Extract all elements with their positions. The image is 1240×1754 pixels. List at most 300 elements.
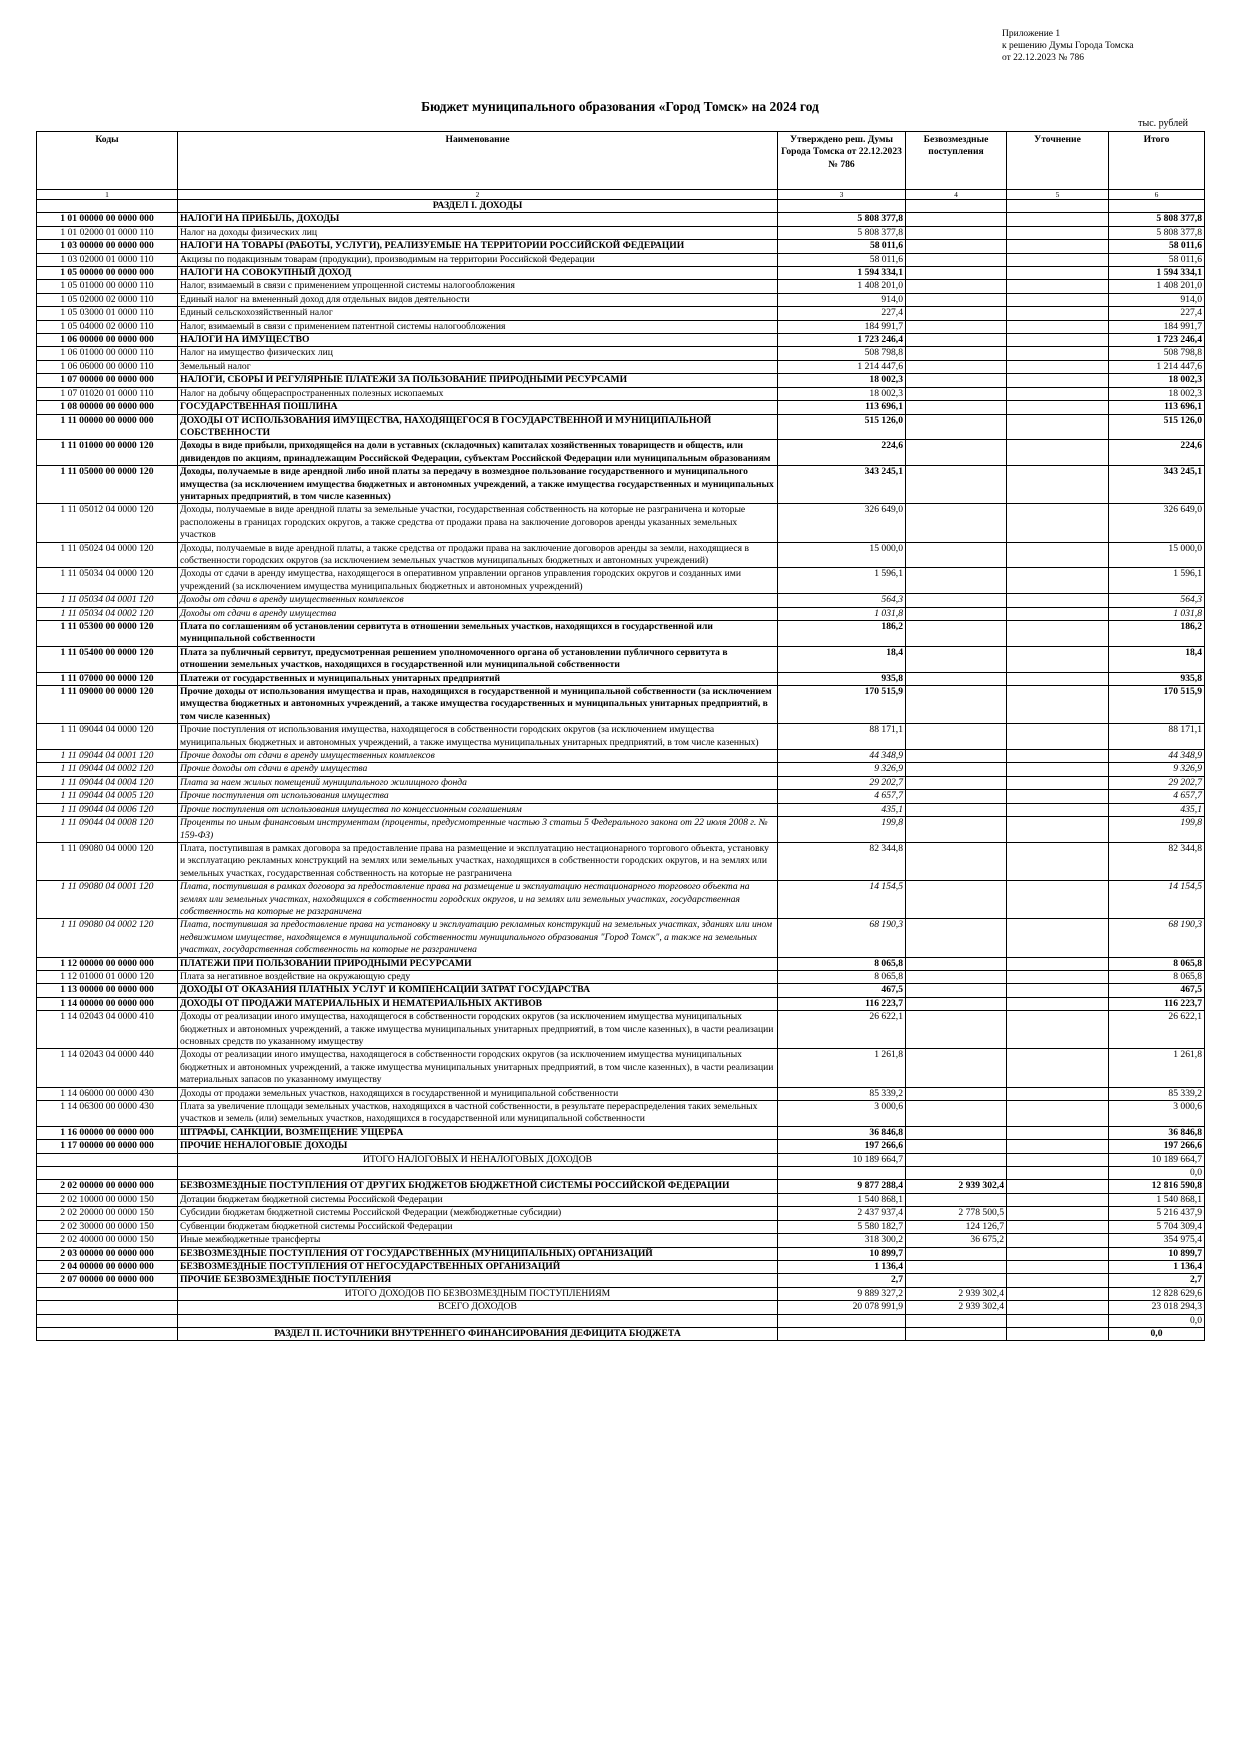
row-total: 354 975,4	[1109, 1234, 1205, 1247]
row-grants	[906, 842, 1007, 880]
row-name: Доходы в виде прибыли, приходящейся на доли в уставных (складочных) капиталах хозяйственных товариществ и обществ, или дивидендов по акциям, принадлежащим Российской Федерации, субъектам Российской Федерации или муниципальным образованиям	[178, 440, 778, 466]
row-name: Единый сельскохозяйственный налог	[178, 307, 778, 320]
row-code: 1 05 04000 02 0000 110	[37, 320, 178, 333]
row-total: 58 011,6	[1109, 240, 1205, 253]
col-header-grants: Безвозмездные поступления	[906, 132, 1007, 190]
row-code: 1 11 05034 04 0001 120	[37, 594, 178, 607]
table-row	[37, 790, 1205, 803]
table-row	[37, 1234, 1205, 1247]
row-approved: 9 326,9	[778, 763, 906, 776]
row-approved: 184 991,7	[778, 320, 906, 333]
row-total: 18 002,3	[1109, 387, 1205, 400]
row-grants	[906, 334, 1007, 347]
row-code: 1 14 00000 00 0000 000	[37, 997, 178, 1010]
row-total: 435,1	[1109, 803, 1205, 816]
row-code	[37, 1153, 178, 1166]
table-row	[37, 1180, 1205, 1193]
row-approved	[778, 1314, 906, 1327]
row-grants	[906, 360, 1007, 373]
row-grants	[906, 347, 1007, 360]
row-grants: 2 939 302,4	[906, 1301, 1007, 1314]
row-total: 3 000,6	[1109, 1101, 1205, 1127]
row-approved: 515 126,0	[778, 414, 906, 440]
row-name: Налог на добычу общераспространенных полезных ископаемых	[178, 387, 778, 400]
row-approved: 343 245,1	[778, 466, 906, 504]
row-grants	[906, 1260, 1007, 1273]
row-approved: 9 877 288,4	[778, 1180, 906, 1193]
row-grants	[906, 1126, 1007, 1139]
row-code: 1 14 02043 04 0000 410	[37, 1011, 178, 1049]
row-name: ШТРАФЫ, САНКЦИИ, ВОЗМЕЩЕНИЕ УЩЕРБА	[178, 1126, 778, 1139]
row-approved: 1 594 334,1	[778, 267, 906, 280]
row-name: Прочие поступления от использования имущества по концессионным соглашениям	[178, 803, 778, 816]
row-total: 116 223,7	[1109, 997, 1205, 1010]
table-row	[37, 401, 1205, 414]
row-name: Дотации бюджетам бюджетной системы Российской Федерации	[178, 1193, 778, 1206]
row-name: Плата за публичный сервитут, предусмотренная решением уполномоченного органа об установлении публичного сервитута в отношении земельных участков, находящихся в государственной или муниципальной собственности	[178, 646, 778, 672]
row-name: БЕЗВОЗМЕЗДНЫЕ ПОСТУПЛЕНИЯ ОТ ГОСУДАРСТВЕННЫХ (МУНИЦИПАЛЬНЫХ) ОРГАНИЗАЦИЙ	[178, 1247, 778, 1260]
row-adjustment	[1007, 542, 1109, 568]
table-row	[37, 1087, 1205, 1100]
row-name: Плата по соглашениям об установлении сервитута в отношении земельных участков, находящихся в государственной или муниципальной собственности	[178, 621, 778, 647]
row-adjustment	[1007, 672, 1109, 685]
row-total: 4 657,7	[1109, 790, 1205, 803]
row-approved: 58 011,6	[778, 253, 906, 266]
row-approved	[778, 1327, 906, 1340]
row-name: ПРОЧИЕ НЕНАЛОГОВЫЕ ДОХОДЫ	[178, 1140, 778, 1153]
row-approved: 170 515,9	[778, 686, 906, 724]
row-approved: 935,8	[778, 672, 906, 685]
row-adjustment	[1007, 594, 1109, 607]
row-grants	[906, 414, 1007, 440]
row-total: 5 216 437,9	[1109, 1207, 1205, 1220]
row-grants	[906, 776, 1007, 789]
row-name: Прочие поступления от использования имущества	[178, 790, 778, 803]
table-row	[37, 1247, 1205, 1260]
row-code	[37, 1314, 178, 1327]
table-row	[37, 1193, 1205, 1206]
table-row	[37, 213, 1205, 226]
table-row	[37, 542, 1205, 568]
row-total: 0,0	[1109, 1327, 1205, 1340]
row-total: 224,6	[1109, 440, 1205, 466]
row-name	[178, 1314, 778, 1327]
row-grants	[906, 672, 1007, 685]
section-row	[37, 1327, 1205, 1340]
row-approved: 1 540 868,1	[778, 1193, 906, 1206]
row-approved: 10 899,7	[778, 1247, 906, 1260]
row-name: ВСЕГО ДОХОДОВ	[178, 1301, 778, 1314]
table-row	[37, 347, 1205, 360]
row-grants	[906, 440, 1007, 466]
row-approved: 88 171,1	[778, 724, 906, 750]
row-name: Прочие доходы от сдачи в аренду имущественных комплексов	[178, 750, 778, 763]
row-adjustment	[1007, 750, 1109, 763]
row-approved: 18 002,3	[778, 374, 906, 387]
row-total: 2,7	[1109, 1274, 1205, 1287]
row-code: 1 08 00000 00 0000 000	[37, 401, 178, 414]
row-grants	[906, 790, 1007, 803]
row-name: Прочие поступления от использования имущества, находящегося в собственности городских округов (за исключением имущества муниципальных бюджетных и автономных учреждений, а также имущества муниципальных унитарных предприятий, в том числе казенных)	[178, 724, 778, 750]
table-row	[37, 919, 1205, 957]
table-row	[37, 226, 1205, 239]
row-name: Прочие доходы от использования имущества и прав, находящихся в государственной и муниципальной собственности (за исключением имущества бюджетных и автономных учреждений, а также имущества государственных и муниципальных унитарных предприятий, в том числе казенных)	[178, 686, 778, 724]
table-row	[37, 1049, 1205, 1087]
row-approved: 15 000,0	[778, 542, 906, 568]
row-code: 1 05 01000 00 0000 110	[37, 280, 178, 293]
row-total: 10 189 664,7	[1109, 1153, 1205, 1166]
row-adjustment	[1007, 1327, 1109, 1340]
row-code: 1 11 05000 00 0000 120	[37, 466, 178, 504]
table-row	[37, 817, 1205, 843]
table-row	[37, 997, 1205, 1010]
row-approved: 326 649,0	[778, 504, 906, 542]
table-row	[37, 360, 1205, 373]
document-title: Бюджет муниципального образования «Город Томск» на 2024 год	[421, 99, 819, 114]
row-total: 36 846,8	[1109, 1126, 1205, 1139]
row-total: 935,8	[1109, 672, 1205, 685]
row-name: БЕЗВОЗМЕЗДНЫЕ ПОСТУПЛЕНИЯ ОТ ДРУГИХ БЮДЖЕТОВ БЮДЖЕТНОЙ СИСТЕМЫ РОССИЙСКОЙ ФЕДЕРАЦИИ	[178, 1180, 778, 1193]
row-code	[37, 200, 178, 213]
row-name: ПРОЧИЕ БЕЗВОЗМЕЗДНЫЕ ПОСТУПЛЕНИЯ	[178, 1274, 778, 1287]
header-row	[37, 132, 1205, 190]
row-total: 1 261,8	[1109, 1049, 1205, 1087]
row-total: 184 991,7	[1109, 320, 1205, 333]
row-approved: 5 808 377,8	[778, 213, 906, 226]
col-number: 6	[1109, 190, 1205, 200]
row-total: 44 348,9	[1109, 750, 1205, 763]
row-name: Субвенции бюджетам бюджетной системы Российской Федерации	[178, 1220, 778, 1233]
row-adjustment	[1007, 334, 1109, 347]
row-total: 1 540 868,1	[1109, 1193, 1205, 1206]
row-name: Плата за наем жилых помещений муниципального жилищного фонда	[178, 776, 778, 789]
row-approved: 29 202,7	[778, 776, 906, 789]
row-adjustment	[1007, 817, 1109, 843]
row-grants	[906, 1140, 1007, 1153]
row-code: 2 02 40000 00 0000 150	[37, 1234, 178, 1247]
row-code: 1 11 00000 00 0000 000	[37, 414, 178, 440]
table-row	[37, 1260, 1205, 1273]
row-grants	[906, 646, 1007, 672]
row-grants: 2 939 302,4	[906, 1180, 1007, 1193]
row-total: 1 136,4	[1109, 1260, 1205, 1273]
table-row	[37, 686, 1205, 724]
table-row	[37, 842, 1205, 880]
row-approved: 2,7	[778, 1274, 906, 1287]
row-name: РАЗДЕЛ II. ИСТОЧНИКИ ВНУТРЕННЕГО ФИНАНСИРОВАНИЯ ДЕФИЦИТА БЮДЖЕТА	[178, 1327, 778, 1340]
row-approved: 227,4	[778, 307, 906, 320]
row-total: 9 326,9	[1109, 763, 1205, 776]
table-row	[37, 1140, 1205, 1153]
row-total: 1 408 201,0	[1109, 280, 1205, 293]
row-code: 1 05 02000 02 0000 110	[37, 293, 178, 306]
row-code: 1 14 06000 00 0000 430	[37, 1087, 178, 1100]
row-code	[37, 1301, 178, 1314]
row-code: 1 16 00000 00 0000 000	[37, 1126, 178, 1139]
row-adjustment	[1007, 568, 1109, 594]
row-grants	[906, 881, 1007, 919]
row-name: Прочие доходы от сдачи в аренду имущества	[178, 763, 778, 776]
row-grants	[906, 267, 1007, 280]
row-total: 0,0	[1109, 1314, 1205, 1327]
row-code: 2 04 00000 00 0000 000	[37, 1260, 178, 1273]
row-grants	[906, 763, 1007, 776]
row-adjustment	[1007, 1260, 1109, 1273]
row-grants	[906, 200, 1007, 213]
row-approved: 5 580 182,7	[778, 1220, 906, 1233]
row-approved: 564,3	[778, 594, 906, 607]
row-grants	[906, 1314, 1007, 1327]
row-grants	[906, 374, 1007, 387]
row-code: 1 03 02000 01 0000 110	[37, 253, 178, 266]
row-adjustment	[1007, 466, 1109, 504]
row-total: 26 622,1	[1109, 1011, 1205, 1049]
table-row	[37, 750, 1205, 763]
row-adjustment	[1007, 1167, 1109, 1180]
row-code: 1 11 05034 04 0002 120	[37, 607, 178, 620]
col-number: 4	[906, 190, 1007, 200]
row-name: РАЗДЕЛ I. ДОХОДЫ	[178, 200, 778, 213]
row-approved: 4 657,7	[778, 790, 906, 803]
row-code: 1 05 00000 00 0000 000	[37, 267, 178, 280]
row-grants	[906, 919, 1007, 957]
col-number: 3	[778, 190, 906, 200]
row-grants	[906, 213, 1007, 226]
units-label: тыс. рублей	[1138, 118, 1188, 129]
row-approved: 68 190,3	[778, 919, 906, 957]
row-code: 1 07 01020 01 0000 110	[37, 387, 178, 400]
col-header-approved: Утверждено реш. Думы Города Томска от 22.12.2023 № 786	[778, 132, 906, 190]
row-code: 1 11 09044 04 0002 120	[37, 763, 178, 776]
row-code: 1 11 09044 04 0008 120	[37, 817, 178, 843]
row-grants	[906, 1327, 1007, 1340]
total-row	[37, 1153, 1205, 1166]
row-total: 326 649,0	[1109, 504, 1205, 542]
row-adjustment	[1007, 621, 1109, 647]
row-adjustment	[1007, 240, 1109, 253]
row-total: 227,4	[1109, 307, 1205, 320]
row-adjustment	[1007, 776, 1109, 789]
row-total: 343 245,1	[1109, 466, 1205, 504]
row-name: ИТОГО НАЛОГОВЫХ И НЕНАЛОГОВЫХ ДОХОДОВ	[178, 1153, 778, 1166]
row-adjustment	[1007, 997, 1109, 1010]
row-code: 1 11 09080 04 0002 120	[37, 919, 178, 957]
row-adjustment	[1007, 320, 1109, 333]
row-grants	[906, 387, 1007, 400]
row-name: НАЛОГИ НА ПРИБЫЛЬ, ДОХОДЫ	[178, 213, 778, 226]
row-code: 1 11 09044 04 0004 120	[37, 776, 178, 789]
row-approved: 1 031,8	[778, 607, 906, 620]
table-row	[37, 253, 1205, 266]
appendix-line-3: от 22.12.2023 № 786	[1002, 53, 1084, 63]
row-code: 1 11 09044 04 0001 120	[37, 750, 178, 763]
row-grants	[906, 280, 1007, 293]
row-total: 5 704 309,4	[1109, 1220, 1205, 1233]
row-adjustment	[1007, 803, 1109, 816]
row-total: 58 011,6	[1109, 253, 1205, 266]
row-adjustment	[1007, 200, 1109, 213]
row-approved: 1 723 246,4	[778, 334, 906, 347]
row-grants	[906, 253, 1007, 266]
row-code: 1 07 00000 00 0000 000	[37, 374, 178, 387]
table-row	[37, 440, 1205, 466]
row-code: 1 01 02000 01 0000 110	[37, 226, 178, 239]
row-adjustment	[1007, 253, 1109, 266]
row-grants	[906, 1011, 1007, 1049]
row-code: 1 05 03000 01 0000 110	[37, 307, 178, 320]
table-row	[37, 320, 1205, 333]
row-total: 12 816 590,8	[1109, 1180, 1205, 1193]
row-approved: 113 696,1	[778, 401, 906, 414]
table-row	[37, 776, 1205, 789]
row-adjustment	[1007, 504, 1109, 542]
row-total: 199,8	[1109, 817, 1205, 843]
row-grants	[906, 997, 1007, 1010]
row-total: 1 723 246,4	[1109, 334, 1205, 347]
row-total: 18 002,3	[1109, 374, 1205, 387]
row-code: 1 11 05012 04 0000 120	[37, 504, 178, 542]
row-name: Доходы от сдачи в аренду имущества, находящегося в оперативном управлении органов управления городских округов и созданных ими учреждений (за исключением имущества муниципальных бюджетных и автономных учреждений)	[178, 568, 778, 594]
row-grants: 36 675,2	[906, 1234, 1007, 1247]
row-name: ДОХОДЫ ОТ ОКАЗАНИЯ ПЛАТНЫХ УСЛУГ И КОМПЕНСАЦИИ ЗАТРАТ ГОСУДАРСТВА	[178, 984, 778, 997]
row-approved	[778, 200, 906, 213]
row-code: 1 11 05300 00 0000 120	[37, 621, 178, 647]
row-grants	[906, 307, 1007, 320]
row-name: ДОХОДЫ ОТ ИСПОЛЬЗОВАНИЯ ИМУЩЕСТВА, НАХОДЯЩЕГОСЯ В ГОСУДАРСТВЕННОЙ И МУНИЦИПАЛЬНОЙ СОБСТВЕННОСТИ	[178, 414, 778, 440]
row-approved: 58 011,6	[778, 240, 906, 253]
row-code: 1 01 00000 00 0000 000	[37, 213, 178, 226]
row-code: 1 11 01000 00 0000 120	[37, 440, 178, 466]
row-adjustment	[1007, 213, 1109, 226]
row-adjustment	[1007, 267, 1109, 280]
row-approved: 186,2	[778, 621, 906, 647]
row-approved: 1 214 447,6	[778, 360, 906, 373]
row-adjustment	[1007, 763, 1109, 776]
row-adjustment	[1007, 646, 1109, 672]
row-code: 1 11 05024 04 0000 120	[37, 542, 178, 568]
row-approved	[778, 1167, 906, 1180]
table-row	[37, 1011, 1205, 1049]
appendix-line-2: к решению Думы Города Томска	[1002, 41, 1134, 51]
row-code: 1 06 01000 00 0000 110	[37, 347, 178, 360]
row-name: Налог на имущество физических лиц	[178, 347, 778, 360]
table-row	[37, 307, 1205, 320]
row-name: Доходы, получаемые в виде арендной либо иной платы за передачу в возмездное пользование государственного и муниципального имущества (за исключением имущества бюджетных и автономных учреждений, а также имущества государственных и муниципальных унитарных предприятий, в том числе казенных)	[178, 466, 778, 504]
row-grants	[906, 621, 1007, 647]
row-approved: 44 348,9	[778, 750, 906, 763]
table-row	[37, 957, 1205, 970]
row-code: 1 11 09044 04 0000 120	[37, 724, 178, 750]
table-row	[37, 724, 1205, 750]
row-code: 1 12 01000 01 0000 120	[37, 970, 178, 983]
table-row	[37, 1220, 1205, 1233]
row-grants	[906, 320, 1007, 333]
row-name: Налог на доходы физических лиц	[178, 226, 778, 239]
row-code: 1 17 00000 00 0000 000	[37, 1140, 178, 1153]
row-adjustment	[1007, 1180, 1109, 1193]
row-approved: 82 344,8	[778, 842, 906, 880]
row-name: Доходы от реализации иного имущества, находящегося в собственности городских округов (за исключением имущества муниципальных бюджетных и автономных учреждений, а также имущества муниципальных унитарных предприятий, в том числе казенных), в части реализации основных средств по указанному имуществу	[178, 1011, 778, 1049]
row-name: ГОСУДАРСТВЕННАЯ ПОШЛИНА	[178, 401, 778, 414]
row-approved: 318 300,2	[778, 1234, 906, 1247]
row-adjustment	[1007, 1207, 1109, 1220]
row-adjustment	[1007, 387, 1109, 400]
row-grants	[906, 724, 1007, 750]
row-code: 1 14 02043 04 0000 440	[37, 1049, 178, 1087]
table-row	[37, 607, 1205, 620]
row-approved: 3 000,6	[778, 1101, 906, 1127]
row-name: ИТОГО ДОХОДОВ ПО БЕЗВОЗМЕЗДНЫМ ПОСТУПЛЕНИЯМ	[178, 1287, 778, 1300]
row-adjustment	[1007, 984, 1109, 997]
row-name: Доходы от реализации иного имущества, находящегося в собственности городских округов (за исключением имущества муниципальных бюджетных и автономных учреждений, а также имущества муниципальных унитарных предприятий, в том числе казенных), в части реализации материальных запасов по указанному имуществу	[178, 1049, 778, 1087]
row-code: 2 02 00000 00 0000 000	[37, 1180, 178, 1193]
row-approved: 8 065,8	[778, 957, 906, 970]
row-adjustment	[1007, 970, 1109, 983]
row-name: НАЛОГИ НА ТОВАРЫ (РАБОТЫ, УСЛУГИ), РЕАЛИЗУЕМЫЕ НА ТЕРРИТОРИИ РОССИЙСКОЙ ФЕДЕРАЦИИ	[178, 240, 778, 253]
col-number: 5	[1007, 190, 1109, 200]
row-adjustment	[1007, 1101, 1109, 1127]
row-grants	[906, 1274, 1007, 1287]
table-row	[37, 414, 1205, 440]
row-total: 14 154,5	[1109, 881, 1205, 919]
table-row	[37, 387, 1205, 400]
row-name: ПЛАТЕЖИ ПРИ ПОЛЬЗОВАНИИ ПРИРОДНЫМИ РЕСУРСАМИ	[178, 957, 778, 970]
row-name: Иные межбюджетные трансферты	[178, 1234, 778, 1247]
row-approved: 1 408 201,0	[778, 280, 906, 293]
row-adjustment	[1007, 414, 1109, 440]
row-total: 82 344,8	[1109, 842, 1205, 880]
row-name: НАЛОГИ, СБОРЫ И РЕГУЛЯРНЫЕ ПЛАТЕЖИ ЗА ПОЛЬЗОВАНИЕ ПРИРОДНЫМИ РЕСУРСАМИ	[178, 374, 778, 387]
row-name: Доходы от сдачи в аренду имущественных комплексов	[178, 594, 778, 607]
row-code: 2 03 00000 00 0000 000	[37, 1247, 178, 1260]
row-adjustment	[1007, 1287, 1109, 1300]
table-row	[37, 374, 1205, 387]
row-grants	[906, 1247, 1007, 1260]
row-grants	[906, 1153, 1007, 1166]
row-name: Проценты по иным финансовым инструментам (проценты, предусмотренные частью 3 статьи 5 Федерального закона от 22 июля 2008 г. № 159-ФЗ)	[178, 817, 778, 843]
row-total: 15 000,0	[1109, 542, 1205, 568]
row-code: 1 06 06000 00 0000 110	[37, 360, 178, 373]
table-row	[37, 984, 1205, 997]
row-grants	[906, 401, 1007, 414]
row-approved: 2 437 937,4	[778, 1207, 906, 1220]
row-approved: 1 596,1	[778, 568, 906, 594]
row-adjustment	[1007, 401, 1109, 414]
row-code: 1 11 09080 04 0000 120	[37, 842, 178, 880]
row-grants	[906, 568, 1007, 594]
row-grants: 2 939 302,4	[906, 1287, 1007, 1300]
row-approved: 197 266,6	[778, 1140, 906, 1153]
row-total: 508 798,8	[1109, 347, 1205, 360]
row-grants	[906, 750, 1007, 763]
table-row	[37, 970, 1205, 983]
budget-rows	[37, 200, 1205, 1341]
row-total: 467,5	[1109, 984, 1205, 997]
budget-table	[36, 131, 1205, 1341]
col-header-total: Итого	[1109, 132, 1205, 190]
row-code: 1 03 00000 00 0000 000	[37, 240, 178, 253]
row-adjustment	[1007, 1314, 1109, 1327]
row-adjustment	[1007, 226, 1109, 239]
row-total: 5 808 377,8	[1109, 213, 1205, 226]
row-grants: 2 778 500,5	[906, 1207, 1007, 1220]
row-approved: 5 808 377,8	[778, 226, 906, 239]
row-total: 0,0	[1109, 1167, 1205, 1180]
row-code: 2 02 10000 00 0000 150	[37, 1193, 178, 1206]
table-row	[37, 280, 1205, 293]
row-grants	[906, 1087, 1007, 1100]
row-adjustment	[1007, 1193, 1109, 1206]
